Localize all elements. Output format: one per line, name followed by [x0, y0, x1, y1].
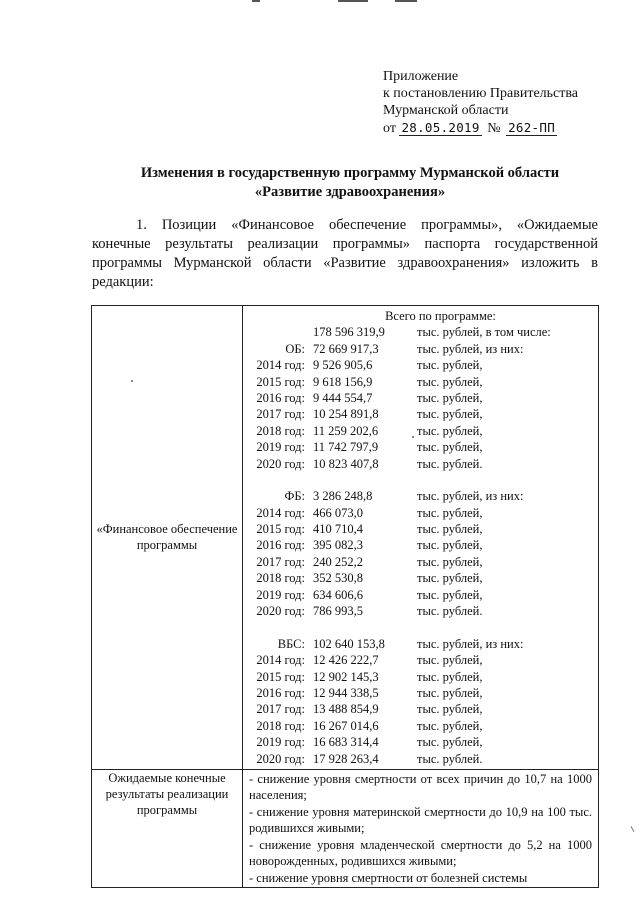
- year-label: 2014 год:: [256, 653, 305, 668]
- year-row: [243, 374, 598, 390]
- results-label: Ожидаемые конечные результаты реализации программы: [105, 770, 229, 817]
- section-total: 72 669 917,3: [313, 341, 379, 356]
- scan-mark-right: [395, 0, 417, 2]
- scan-mark-center: [338, 0, 368, 2]
- appendix-region: Мурманской области: [383, 103, 509, 118]
- year-row: [243, 439, 598, 455]
- year-value: 12 902 145,3: [313, 669, 379, 684]
- result-item: - снижение уровня материнской смертности до 10,9 на 100 тыс. родившихся живыми;: [249, 804, 592, 835]
- year-label: 2020 год:: [256, 604, 305, 619]
- year-value: 12 944 338,5: [313, 685, 379, 700]
- year-label: 2019 год:: [256, 735, 305, 750]
- year-label: 2019 год:: [256, 587, 305, 602]
- year-unit: тыс. рублей.: [417, 751, 483, 766]
- section-total: 3 286 248,8: [313, 489, 373, 504]
- appendix-decree: к постановлению Правительства: [383, 86, 579, 101]
- total-heading: Всего по программе:: [385, 309, 496, 323]
- number-symbol: №: [487, 121, 501, 136]
- year-label: 2019 год:: [256, 440, 305, 455]
- year-value: 16 267 014,6: [313, 718, 379, 733]
- results-row: [92, 769, 599, 887]
- section-spacer: [243, 472, 598, 488]
- section-total: 102 640 153,8: [313, 636, 385, 651]
- year-value: 395 082,3: [313, 538, 363, 553]
- year-value: 17 928 263,4: [313, 751, 379, 766]
- result-item: - снижение уровня младенческой смертности до 5,2 на 1000 новорожденных, родившихся живыми;: [249, 837, 592, 868]
- section-total-row: [243, 488, 598, 504]
- year-unit: тыс. рублей,: [417, 669, 483, 684]
- year-unit: тыс. рублей,: [417, 374, 483, 389]
- year-row: [243, 587, 598, 603]
- year-label: 2015 год:: [256, 522, 305, 537]
- year-row: [243, 423, 598, 439]
- year-row: [243, 685, 598, 701]
- appendix-header: [383, 68, 578, 137]
- year-row: [243, 537, 598, 553]
- year-row: [243, 554, 598, 570]
- year-unit: тыс. рублей,: [417, 522, 483, 537]
- year-row: [243, 406, 598, 422]
- year-unit: тыс. рублей,: [417, 407, 483, 422]
- year-row: [243, 570, 598, 586]
- year-value: 11 742 797,9: [313, 440, 379, 455]
- financing-label-cell: [92, 306, 243, 770]
- year-label: 2015 год:: [256, 669, 305, 684]
- year-label: 2020 год:: [256, 456, 305, 471]
- year-row: [243, 456, 598, 472]
- section-total-unit: тыс. рублей, из них:: [417, 636, 524, 651]
- year-value: 240 252,2: [313, 554, 363, 569]
- document-title: [90, 164, 610, 202]
- title-line-1: Изменения в государственную программу Мурманской области: [140, 165, 560, 181]
- section-spacer: [243, 619, 598, 635]
- intro-paragraph: 1. Позиции «Финансовое обеспечение программы», «Ожидаемые конечные результаты реализации программы» паспорта государственной программы Мурманской области «Развитие здравоохранения» изложить в редакции:: [92, 217, 598, 290]
- total-row: [243, 324, 598, 340]
- year-unit: тыс. рублей,: [417, 538, 483, 553]
- year-label: 2018 год:: [256, 423, 305, 438]
- section-total-unit: тыс. рублей, из них:: [417, 341, 524, 356]
- year-value: 10 254 891,8: [313, 407, 379, 422]
- year-label: 2015 год:: [256, 374, 305, 389]
- year-value: 12 426 222,7: [313, 653, 379, 668]
- scan-mark-left: [252, 0, 260, 2]
- section-total-unit: тыс. рублей, из них:: [417, 489, 524, 504]
- year-unit: тыс. рублей,: [417, 571, 483, 586]
- year-value: 10 823 407,8: [313, 456, 379, 471]
- financing-label: «Финансовое обеспечение программы: [96, 522, 238, 553]
- year-row: [243, 669, 598, 685]
- year-row: [243, 701, 598, 717]
- decree-date: 28.05.2019: [401, 120, 480, 135]
- year-label: 2014 год:: [256, 505, 305, 520]
- results-list: [243, 770, 598, 886]
- year-value: 16 683 314,4: [313, 735, 379, 750]
- year-unit: тыс. рублей,: [417, 440, 483, 455]
- year-unit: тыс. рублей,: [417, 358, 483, 373]
- section-total-row: [243, 636, 598, 652]
- year-row: [243, 521, 598, 537]
- appendix-date-line: [383, 119, 578, 137]
- year-value: 9 618 156,9: [313, 374, 373, 389]
- year-label: 2016 год:: [256, 390, 305, 405]
- year-unit: тыс. рублей,: [417, 653, 483, 668]
- year-value: 410 710,4: [313, 522, 363, 537]
- year-label: 2018 год:: [256, 571, 305, 586]
- year-unit: тыс. рублей,: [417, 554, 483, 569]
- year-unit: тыс. рублей,: [417, 423, 483, 438]
- year-value: 466 073,0: [313, 505, 363, 520]
- section-total-row: [243, 341, 598, 357]
- year-row: [243, 390, 598, 406]
- year-row: [243, 734, 598, 750]
- year-value: 634 606,6: [313, 587, 363, 602]
- year-label: 2017 год:: [256, 407, 305, 422]
- year-unit: тыс. рублей,: [417, 505, 483, 520]
- year-label: 2016 год:: [256, 685, 305, 700]
- year-value: 786 993,5: [313, 604, 363, 619]
- decree-number: 262-ПП: [508, 120, 556, 135]
- financing-values-cell: [243, 306, 599, 770]
- year-label: 2014 год:: [256, 358, 305, 373]
- year-unit: тыс. рублей,: [417, 718, 483, 733]
- year-row: [243, 652, 598, 668]
- financing-row: [92, 306, 599, 770]
- section-code: ОБ:: [285, 341, 305, 356]
- year-label: 2018 год:: [256, 718, 305, 733]
- year-unit: тыс. рублей,: [417, 587, 483, 602]
- year-unit: тыс. рублей.: [417, 456, 483, 471]
- scan-mark-edge: [631, 826, 635, 832]
- year-row: [243, 718, 598, 734]
- title-line-2: «Развитие здравоохранения»: [254, 184, 446, 200]
- year-unit: тыс. рублей,: [417, 702, 483, 717]
- total-unit: тыс. рублей, в том числе:: [417, 325, 551, 340]
- year-unit: тыс. рублей,: [417, 390, 483, 405]
- results-label-cell: [92, 769, 243, 887]
- result-item: - снижение уровня смертности от болезней системы: [249, 870, 528, 885]
- year-row: [243, 603, 598, 619]
- appendix-label: Приложение: [383, 69, 459, 84]
- section-code: ВБС:: [277, 636, 305, 651]
- year-row: [243, 751, 598, 767]
- year-label: 2016 год:: [256, 538, 305, 553]
- year-unit: тыс. рублей,: [417, 735, 483, 750]
- year-value: 13 488 854,9: [313, 702, 379, 717]
- total-label-empty: [243, 324, 309, 340]
- year-value: 352 530,8: [313, 571, 363, 586]
- total-heading-row: [243, 308, 598, 324]
- year-label: 2017 год:: [256, 554, 305, 569]
- financing-rows: [243, 306, 598, 769]
- results-values-cell: [243, 769, 599, 887]
- total-value: 178 596 319,9: [313, 325, 385, 340]
- year-unit: тыс. рублей.: [417, 604, 483, 619]
- passport-table: [91, 305, 599, 888]
- year-row: [243, 505, 598, 521]
- year-label: 2020 год:: [256, 751, 305, 766]
- section-code: ФБ:: [284, 489, 305, 504]
- date-prefix: от: [383, 121, 396, 136]
- year-value: 9 444 554,7: [313, 390, 373, 405]
- year-value: 11 259 202,6: [313, 423, 379, 438]
- year-label: 2017 год:: [256, 702, 305, 717]
- year-row: [243, 357, 598, 373]
- year-unit: тыс. рублей,: [417, 685, 483, 700]
- year-value: 9 526 905,6: [313, 358, 373, 373]
- result-item: - снижение уровня смертности от всех причин до 10,7 на 1000 населения;: [249, 771, 592, 802]
